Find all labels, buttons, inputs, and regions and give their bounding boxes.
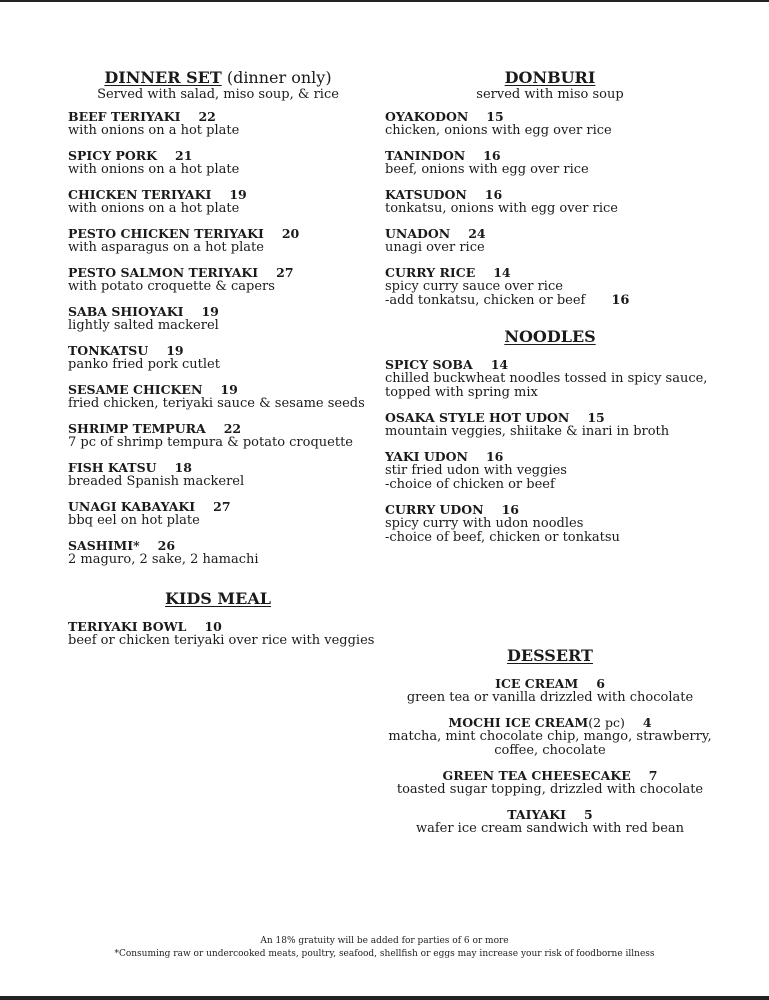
dinner-set-header: [68, 68, 368, 87]
menu-item-description: matcha, mint chocolate chip, mango, strawberry,: [388, 729, 712, 744]
donburi-list: [385, 110, 715, 308]
menu-item-heading: [68, 539, 368, 553]
footer: [0, 935, 769, 961]
menu-item-price: 6: [596, 676, 605, 691]
menu-item-price: 19: [220, 382, 238, 397]
donburi-subtitle: served with miso soup: [476, 87, 624, 102]
dinner-set-title: DINNER SET: [104, 68, 222, 87]
menu-item-name: FISH KATSU: [68, 460, 157, 475]
menu-item-name: CURRY UDON: [385, 502, 484, 517]
menu-item-heading: [385, 110, 715, 124]
menu-item-heading: [385, 769, 715, 783]
dinner-set-title-note: (dinner only): [226, 68, 332, 87]
menu-item-description: beef or chicken teriyaki over rice with veggies: [68, 633, 375, 648]
menu-item-name: MOCHI ICE CREAM: [448, 715, 589, 730]
menu-item-heading: [385, 227, 715, 241]
dinner-set-subtitle: Served with salad, miso soup, & rice: [97, 87, 339, 102]
menu-item: [68, 619, 375, 648]
kids-meal-header: [68, 589, 368, 608]
menu-item-price: 26: [157, 538, 176, 553]
menu-item-description: 2 maguro, 2 sake, 2 hamachi: [68, 552, 259, 567]
menu-item-name: TAIYAKI: [507, 807, 566, 822]
menu-item-price: 22: [223, 421, 242, 436]
right-column: [385, 68, 715, 847]
menu-item-heading: [385, 808, 715, 822]
kids-meal-list: [68, 619, 375, 648]
menu-item-description: spicy curry with udon noodles: [385, 516, 584, 531]
menu-item-price: 19: [201, 304, 219, 319]
menu-item: [68, 149, 368, 177]
menu-item-description: fried chicken, teriyaki sauce & sesame seeds: [68, 396, 365, 411]
menu-item-description: tonkatsu, onions with egg over rice: [385, 201, 618, 216]
menu-item-name: TERIYAKI BOWL: [68, 619, 187, 634]
menu-item-description: panko fried pork cutlet: [68, 357, 220, 372]
menu-item-name: SASHIMI*: [68, 538, 140, 553]
menu-item-heading: [68, 266, 368, 280]
gratuity-note: An 18% gratuity will be added for parties of 6 or more: [260, 936, 509, 946]
menu-item-description: bbq eel on hot plate: [68, 513, 200, 528]
menu-item-description: beef, onions with egg over rice: [385, 162, 589, 177]
menu-item-description: with asparagus on a hot plate: [68, 240, 264, 255]
menu-item: [385, 110, 715, 138]
noodles-list: [385, 358, 715, 545]
menu-item-name: YAKI UDON: [385, 449, 468, 464]
menu-item-name: PESTO SALMON TERIYAKI: [68, 265, 259, 280]
menu-item-description: chilled buckwheat noodles tossed in spicy sauce,: [385, 371, 708, 386]
menu-item: [385, 188, 715, 216]
menu-item-heading: [68, 620, 368, 634]
menu-item-heading: [68, 344, 368, 358]
menu-item-price: 16: [484, 187, 503, 202]
menu-item-price: 20: [281, 226, 300, 241]
menu-item-name: KATSUDON: [385, 187, 467, 202]
menu-item-name: SPICY PORK: [68, 148, 158, 163]
menu-item-price: 24: [468, 226, 486, 241]
menu-item-heading: [385, 188, 715, 202]
menu-item-name: ICE CREAM: [495, 676, 579, 691]
menu-item-description-2: -choice of chicken or beef: [385, 477, 555, 492]
menu-item-description: with onions on a hot plate: [68, 201, 240, 216]
menu-item-heading: [68, 110, 368, 124]
menu-item: [385, 769, 715, 797]
menu-item-name: BEEF TERIYAKI: [68, 109, 181, 124]
menu-item-heading: [385, 716, 715, 730]
menu-item-name: SESAME CHICKEN: [68, 382, 203, 397]
menu-item-price: 14: [490, 357, 509, 372]
kids-meal-title: KIDS MEAL: [165, 589, 271, 608]
left-column: [68, 68, 375, 659]
menu-item-heading: [385, 411, 715, 425]
menu-item: [385, 266, 715, 308]
menu-item-heading: [385, 503, 715, 517]
menu-item-heading: [68, 422, 368, 436]
menu-item-price: 16: [501, 502, 519, 517]
food-safety-warning: *Consuming raw or undercooked meats, poultry, seafood, shellfish or eggs may increase your risk of foodborne illness: [114, 949, 655, 959]
menu-item-price: 7: [648, 768, 658, 783]
menu-item-price: 19: [229, 187, 247, 202]
menu-item-name: PESTO CHICKEN TERIYAKI: [68, 226, 264, 241]
menu-item: [385, 358, 715, 400]
menu-item-name: OYAKODON: [385, 109, 469, 124]
menu-item: [385, 411, 715, 439]
menu-item-name: UNADON: [385, 226, 451, 241]
menu-item-description: with onions on a hot plate: [68, 123, 240, 138]
menu-item: [385, 716, 715, 758]
menu-item-heading: [68, 461, 368, 475]
menu-item-description: toasted sugar topping, drizzled with chocolate: [396, 782, 704, 797]
menu-item-name: CHICKEN TERIYAKI: [68, 187, 212, 202]
menu-item-portion-note: (2 pc): [588, 715, 625, 730]
menu-item-description: with potato croquette & capers: [68, 279, 275, 294]
menu-item-price: 22: [198, 109, 216, 124]
menu-item-heading: [68, 305, 368, 319]
menu-item-price: 16: [485, 449, 504, 464]
menu-item-price: 10: [204, 619, 222, 634]
menu-item-description: with onions on a hot plate: [68, 162, 240, 177]
noodles-title: NOODLES: [504, 327, 596, 346]
menu-item-description: chicken, onions with egg over rice: [385, 123, 612, 138]
menu-item-name: OSAKA STYLE HOT UDON: [385, 410, 570, 425]
dessert-header: [385, 646, 715, 665]
dessert-title: DESSERT: [507, 646, 593, 665]
menu-item-description: lightly salted mackerel: [68, 318, 219, 333]
menu-item-price: 15: [587, 410, 605, 425]
menu-item-heading: [68, 500, 368, 514]
menu-item: [385, 227, 715, 255]
menu-item-price: 5: [584, 807, 593, 822]
menu-item-name: GREEN TEA CHEESECAKE: [442, 768, 631, 783]
menu-item-heading: [385, 266, 715, 280]
menu-item-heading: [68, 149, 368, 163]
menu-item-price: 21: [175, 148, 193, 163]
menu-item-price: 19: [166, 343, 184, 358]
menu-item-description: green tea or vanilla drizzled with chocolate: [406, 690, 694, 705]
menu-item-description: spicy curry sauce over rice: [385, 279, 563, 294]
menu-item: [385, 808, 715, 836]
menu-item-description: stir fried udon with veggies: [385, 463, 567, 478]
menu-item-heading: [68, 227, 368, 241]
menu-item-description: unagi over rice: [385, 240, 485, 255]
menu-item: [68, 110, 368, 138]
dinner-set-list: [68, 110, 368, 567]
top-border: [0, 0, 769, 2]
menu-item: [385, 149, 715, 177]
menu-item-name: CURRY RICE: [385, 265, 476, 280]
menu-item-heading: [68, 383, 368, 397]
noodles-header: [385, 327, 715, 346]
menu-item-addon-text: -add tonkatsu, chicken or beef: [385, 293, 586, 308]
menu-item-price: 15: [486, 109, 504, 124]
menu-item-description: mountain veggies, shiitake & inari in broth: [385, 424, 670, 439]
menu-item-heading: [385, 677, 715, 691]
menu-item-price: 18: [174, 460, 192, 475]
menu-item-price: 27: [213, 499, 231, 514]
menu-item-price: 14: [493, 265, 511, 280]
menu-item: [68, 305, 368, 333]
menu-item: [68, 500, 368, 528]
donburi-title: DONBURI: [504, 68, 596, 87]
menu-item-name: TONKATSU: [68, 343, 149, 358]
bottom-border: [0, 996, 769, 1000]
menu-item: [68, 266, 368, 294]
menu-item: [68, 188, 368, 216]
menu-item-name: SHRIMP TEMPURA: [68, 421, 206, 436]
menu-item: [68, 344, 368, 372]
menu-item-heading: [385, 149, 715, 163]
menu-item-description: breaded Spanish mackerel: [68, 474, 245, 489]
menu-item-name: SABA SHIOYAKI: [68, 304, 184, 319]
menu-item-name: TANINDON: [385, 148, 466, 163]
menu-item-price: 16: [483, 148, 501, 163]
menu-item-description: 7 pc of shrimp tempura & potato croquette: [68, 435, 354, 450]
menu-item: [68, 227, 368, 255]
menu-item-name: SPICY SOBA: [385, 357, 473, 372]
menu-item-description-2: coffee, chocolate: [494, 743, 606, 758]
menu-item-heading: [68, 188, 368, 202]
menu-item: [68, 383, 368, 411]
menu-item: [68, 422, 368, 450]
menu-item-description-2: -choice of beef, chicken or tonkatsu: [385, 530, 620, 545]
menu-item: [68, 539, 368, 567]
menu-item: [68, 461, 368, 489]
menu-item-addon: [385, 294, 715, 308]
menu-item-description: wafer ice cream sandwich with red bean: [415, 821, 685, 836]
donburi-header: [385, 68, 715, 87]
menu-item: [385, 677, 715, 705]
menu-item-description-2: topped with spring mix: [385, 385, 538, 400]
dessert-list: [385, 677, 715, 836]
menu-item-name: UNAGI KABAYAKI: [68, 499, 196, 514]
menu-item-addon-price: 16: [611, 293, 630, 308]
menu-item-price: 4: [642, 715, 652, 730]
menu-item-heading: [385, 358, 715, 372]
menu-item-price: 27: [276, 265, 294, 280]
menu-item-heading: [385, 450, 715, 464]
menu-item: [385, 503, 715, 545]
menu-item: [385, 450, 715, 492]
